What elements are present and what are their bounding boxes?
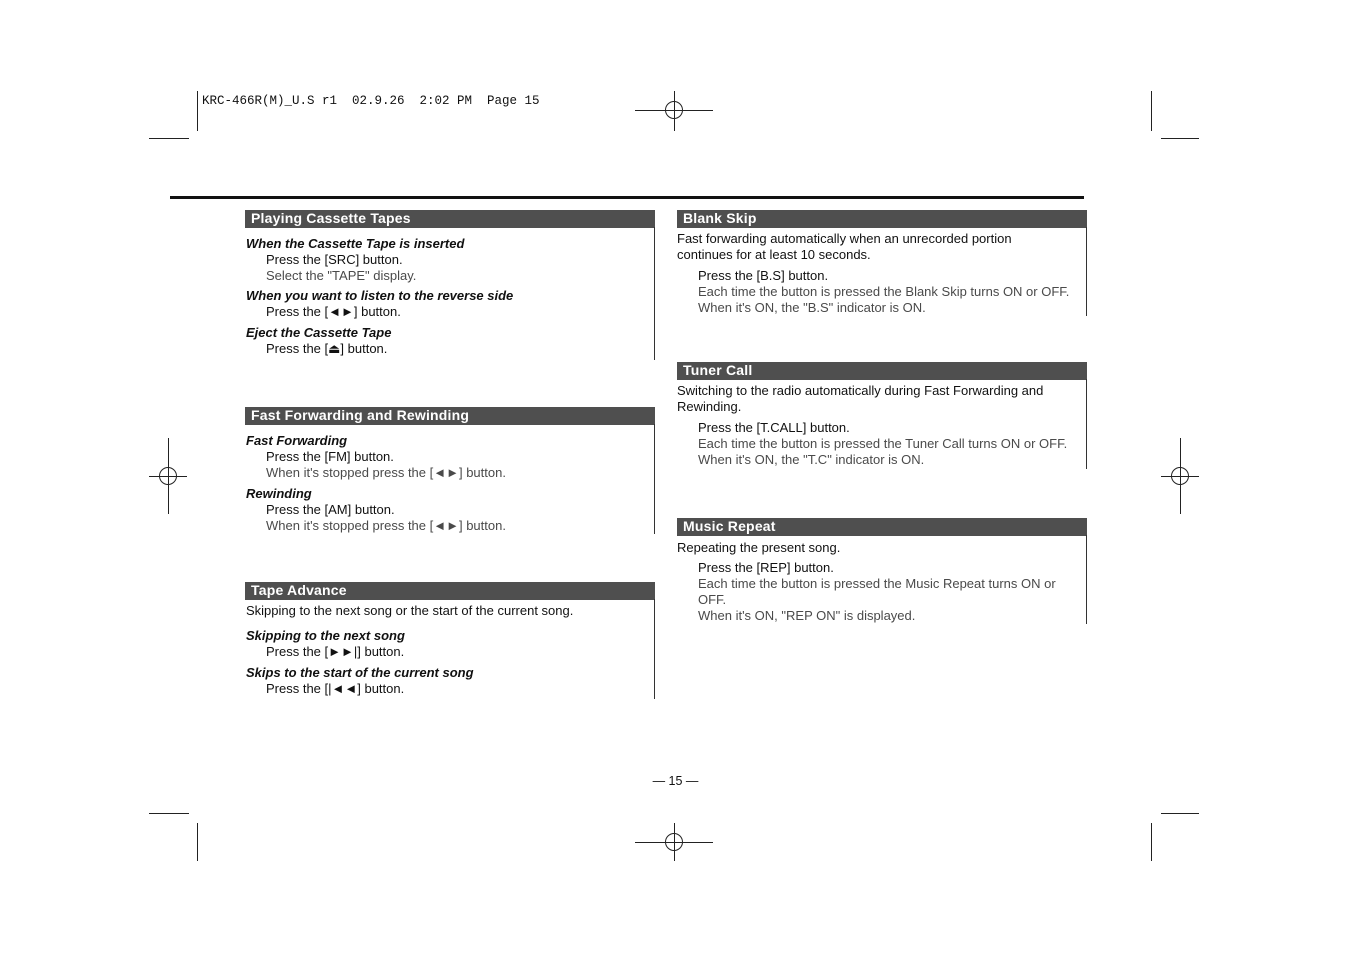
note: Each time the button is pressed the Blank Skip turns ON or OFF. [698,284,1070,299]
instruction: Press the [◄►] button. [266,304,401,319]
print-slug: KRC-466R(M)_U.S r1 02.9.26 2:02 PM Page 15 [202,94,540,108]
instruction: Press the [AM] button. [266,502,395,517]
subheading: Skips to the start of the current song [246,665,474,680]
instruction: Press the [REP] button. [698,560,834,575]
intro-text: Rewinding. [677,399,742,414]
instruction: Press the [SRC] button. [266,252,403,267]
subheading: When you want to listen to the reverse side [246,288,514,303]
note: Select the "TAPE" display. [266,268,417,283]
note: Each time the button is pressed the Music Repeat turns ON or [698,576,1056,591]
note: Each time the button is pressed the Tuner Call turns ON or OFF. [698,436,1068,451]
subheading: When the Cassette Tape is inserted [246,236,465,251]
note: When it's stopped press the [◄►] button. [266,465,506,480]
instruction: Press the [T.CALL] button. [698,420,850,435]
section-title: Playing Cassette Tapes [245,210,655,227]
note: When it's ON, "REP ON" is displayed. [698,608,916,623]
instruction: Press the [⏏] button. [266,341,388,356]
instruction: Press the [B.S] button. [698,268,829,283]
section-title: Blank Skip [677,210,1087,227]
intro-text: Switching to the radio automatically during Fast Forwarding and [677,383,1044,398]
instruction: Press the [FM] button. [266,449,394,464]
note: When it's ON, the "T.C" indicator is ON. [698,452,925,467]
instruction: Press the [►►|] button. [266,644,405,659]
subheading: Skipping to the next song [246,628,405,643]
page-number: — 15 — [652,774,699,788]
note: OFF. [698,592,727,607]
note: When it's ON, the "B.S" indicator is ON. [698,300,926,315]
intro-text: continues for at least 10 seconds. [677,247,871,262]
note: When it's stopped press the [◄►] button. [266,518,506,533]
intro-text: Fast forwarding automatically when an unrecorded portion [677,231,1012,246]
section-title: Tape Advance [245,582,655,599]
section-title: Fast Forwarding and Rewinding [245,407,655,424]
section-title: Music Repeat [677,518,1087,535]
subheading: Fast Forwarding [246,433,348,448]
subheading: Rewinding [246,486,312,501]
subheading: Eject the Cassette Tape [246,325,392,340]
top-rule [170,196,1084,199]
section-title: Tuner Call [677,362,1087,379]
instruction: Press the [|◄◄] button. [266,681,405,696]
intro-text: Skipping to the next song or the start of the current song. [246,603,574,618]
intro-text: Repeating the present song. [677,540,841,555]
